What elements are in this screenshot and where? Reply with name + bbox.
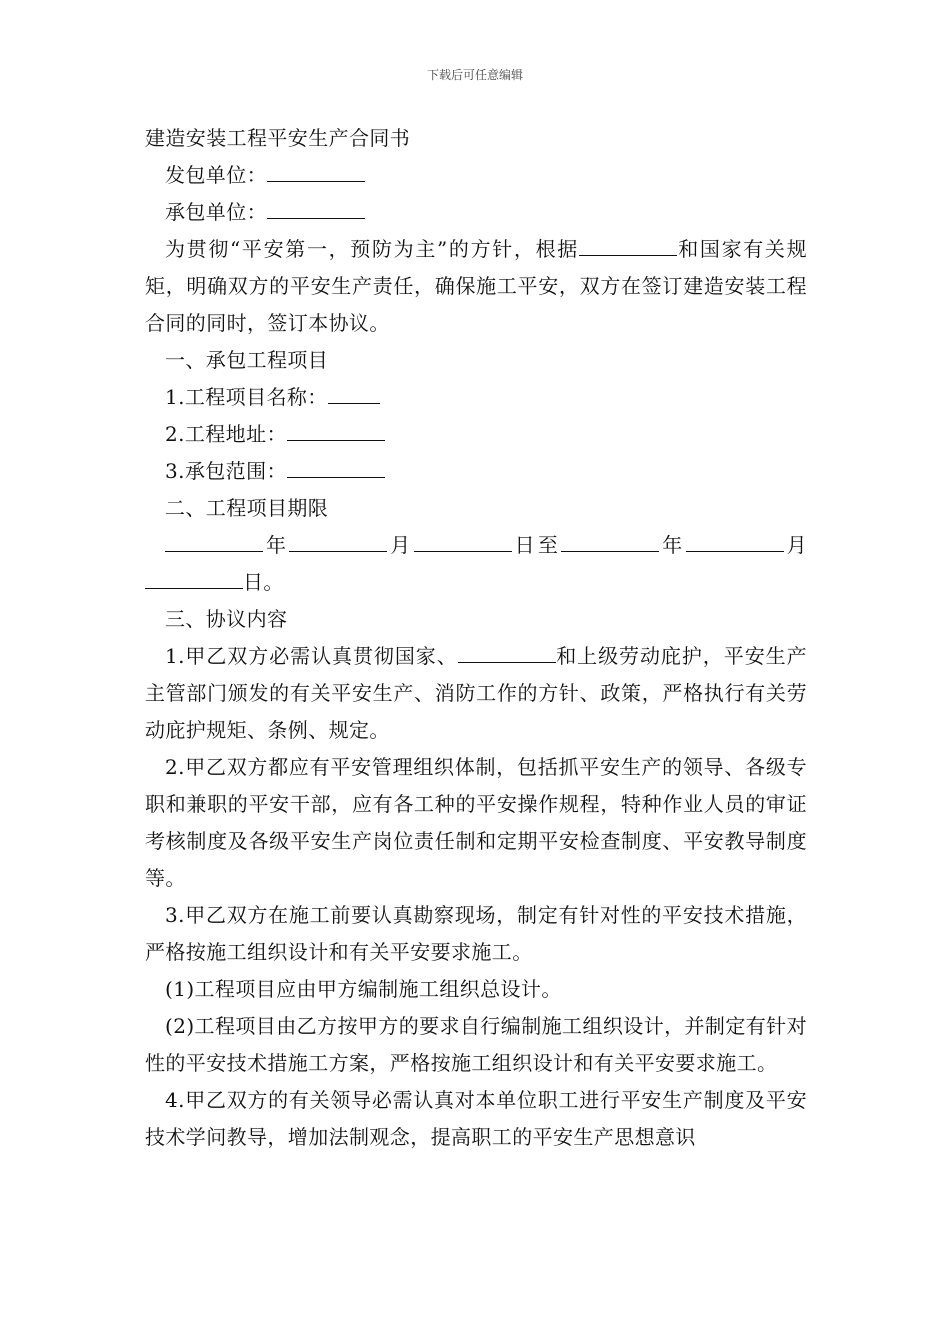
intro-text-1: 为贯彻“平安第一，预防为主”的方针，根据 <box>165 237 579 261</box>
item1-line <box>145 379 807 416</box>
end-month-label: 月 <box>783 533 807 557</box>
start-month-label: 月 <box>387 533 414 557</box>
end-day-blank <box>145 564 243 589</box>
clause2: 2.甲乙双方都应有平安管理组织体制，包括抓平安生产的领导、各级专职和兼职的平安干部，应有各工种的平安操作规程，特种作业人员的审证考核制度及各级平安生产岗位责任制和定期平安检查制度、平安教导制度等。 <box>145 755 807 890</box>
end-year-label: 年 <box>659 533 686 557</box>
party-a-label: 发包单位： <box>165 163 267 187</box>
end-day-label: 日。 <box>243 570 284 594</box>
header-note: 下载后可任意编辑 <box>426 68 523 82</box>
intro-text-2: 和国家有关规矩，明确双方的平安生产责任，确保施工平安，双方在签订建造安装工程合同的同时，签订本协议。 <box>145 237 808 335</box>
date-range-line <box>145 527 807 601</box>
party-a-blank <box>267 157 365 182</box>
clause3-sub2: (2)工程项目由乙方按甲方的要求自行编制施工组织设计，并制定有针对性的平安技术措施工方案，严格按施工组织设计和有关平安要求施工。 <box>145 1014 807 1075</box>
end-year-blank <box>561 527 659 552</box>
section3-heading: 三、协议内容 <box>165 607 288 631</box>
start-year-label: 年 <box>263 533 290 557</box>
clause3-sub1: (1)工程项目应由甲方编制施工组织总设计。 <box>165 977 562 1001</box>
start-year-blank <box>165 527 263 552</box>
item2-blank <box>287 416 385 441</box>
clause1-text-a: 1.甲乙双方必需认真贯彻国家、 <box>165 644 458 668</box>
item2-line <box>145 416 807 453</box>
intro-paragraph <box>145 231 807 342</box>
item3-label: 3.承包范围： <box>165 459 287 483</box>
section1-heading: 一、承包工程项目 <box>165 348 329 372</box>
section2-heading: 二、工程项目期限 <box>165 496 329 520</box>
clause1-text-b: 和上级劳动庇护，平安生产主管部门颁发的有关平安生产、消防工作的方针、政策，严格执行有关劳动庇护规矩、条例、规定。 <box>145 644 807 742</box>
clause1-blank <box>458 638 556 663</box>
intro-blank <box>579 231 677 256</box>
item3-line <box>145 453 807 490</box>
document-body <box>145 120 807 1156</box>
day-to-label: 日至 <box>511 533 562 557</box>
start-month-blank <box>289 527 387 552</box>
party-b-label: 承包单位： <box>165 200 267 224</box>
item3-blank <box>287 453 385 478</box>
document-title: 建造安装工程平安生产合同书 <box>145 126 411 150</box>
item2-label: 2.工程地址： <box>165 422 287 446</box>
end-month-blank <box>686 527 784 552</box>
party-b-line <box>145 194 807 231</box>
party-a-line <box>145 157 807 194</box>
clause3: 3.甲乙双方在施工前要认真勘察现场，制定有针对性的平安技术措施，严格按施工组织设计和有关平安要求施工。 <box>145 903 807 964</box>
clause1 <box>145 638 807 749</box>
clause4: 4.甲乙双方的有关领导必需认真对本单位职工进行平安生产制度及平安技术学问教导，增加法制观念，提高职工的平安生产思想意识 <box>145 1088 807 1149</box>
item1-label: 1.工程项目名称： <box>165 385 328 409</box>
item1-blank <box>328 379 380 404</box>
start-day-blank <box>414 527 512 552</box>
party-b-blank <box>267 194 365 219</box>
